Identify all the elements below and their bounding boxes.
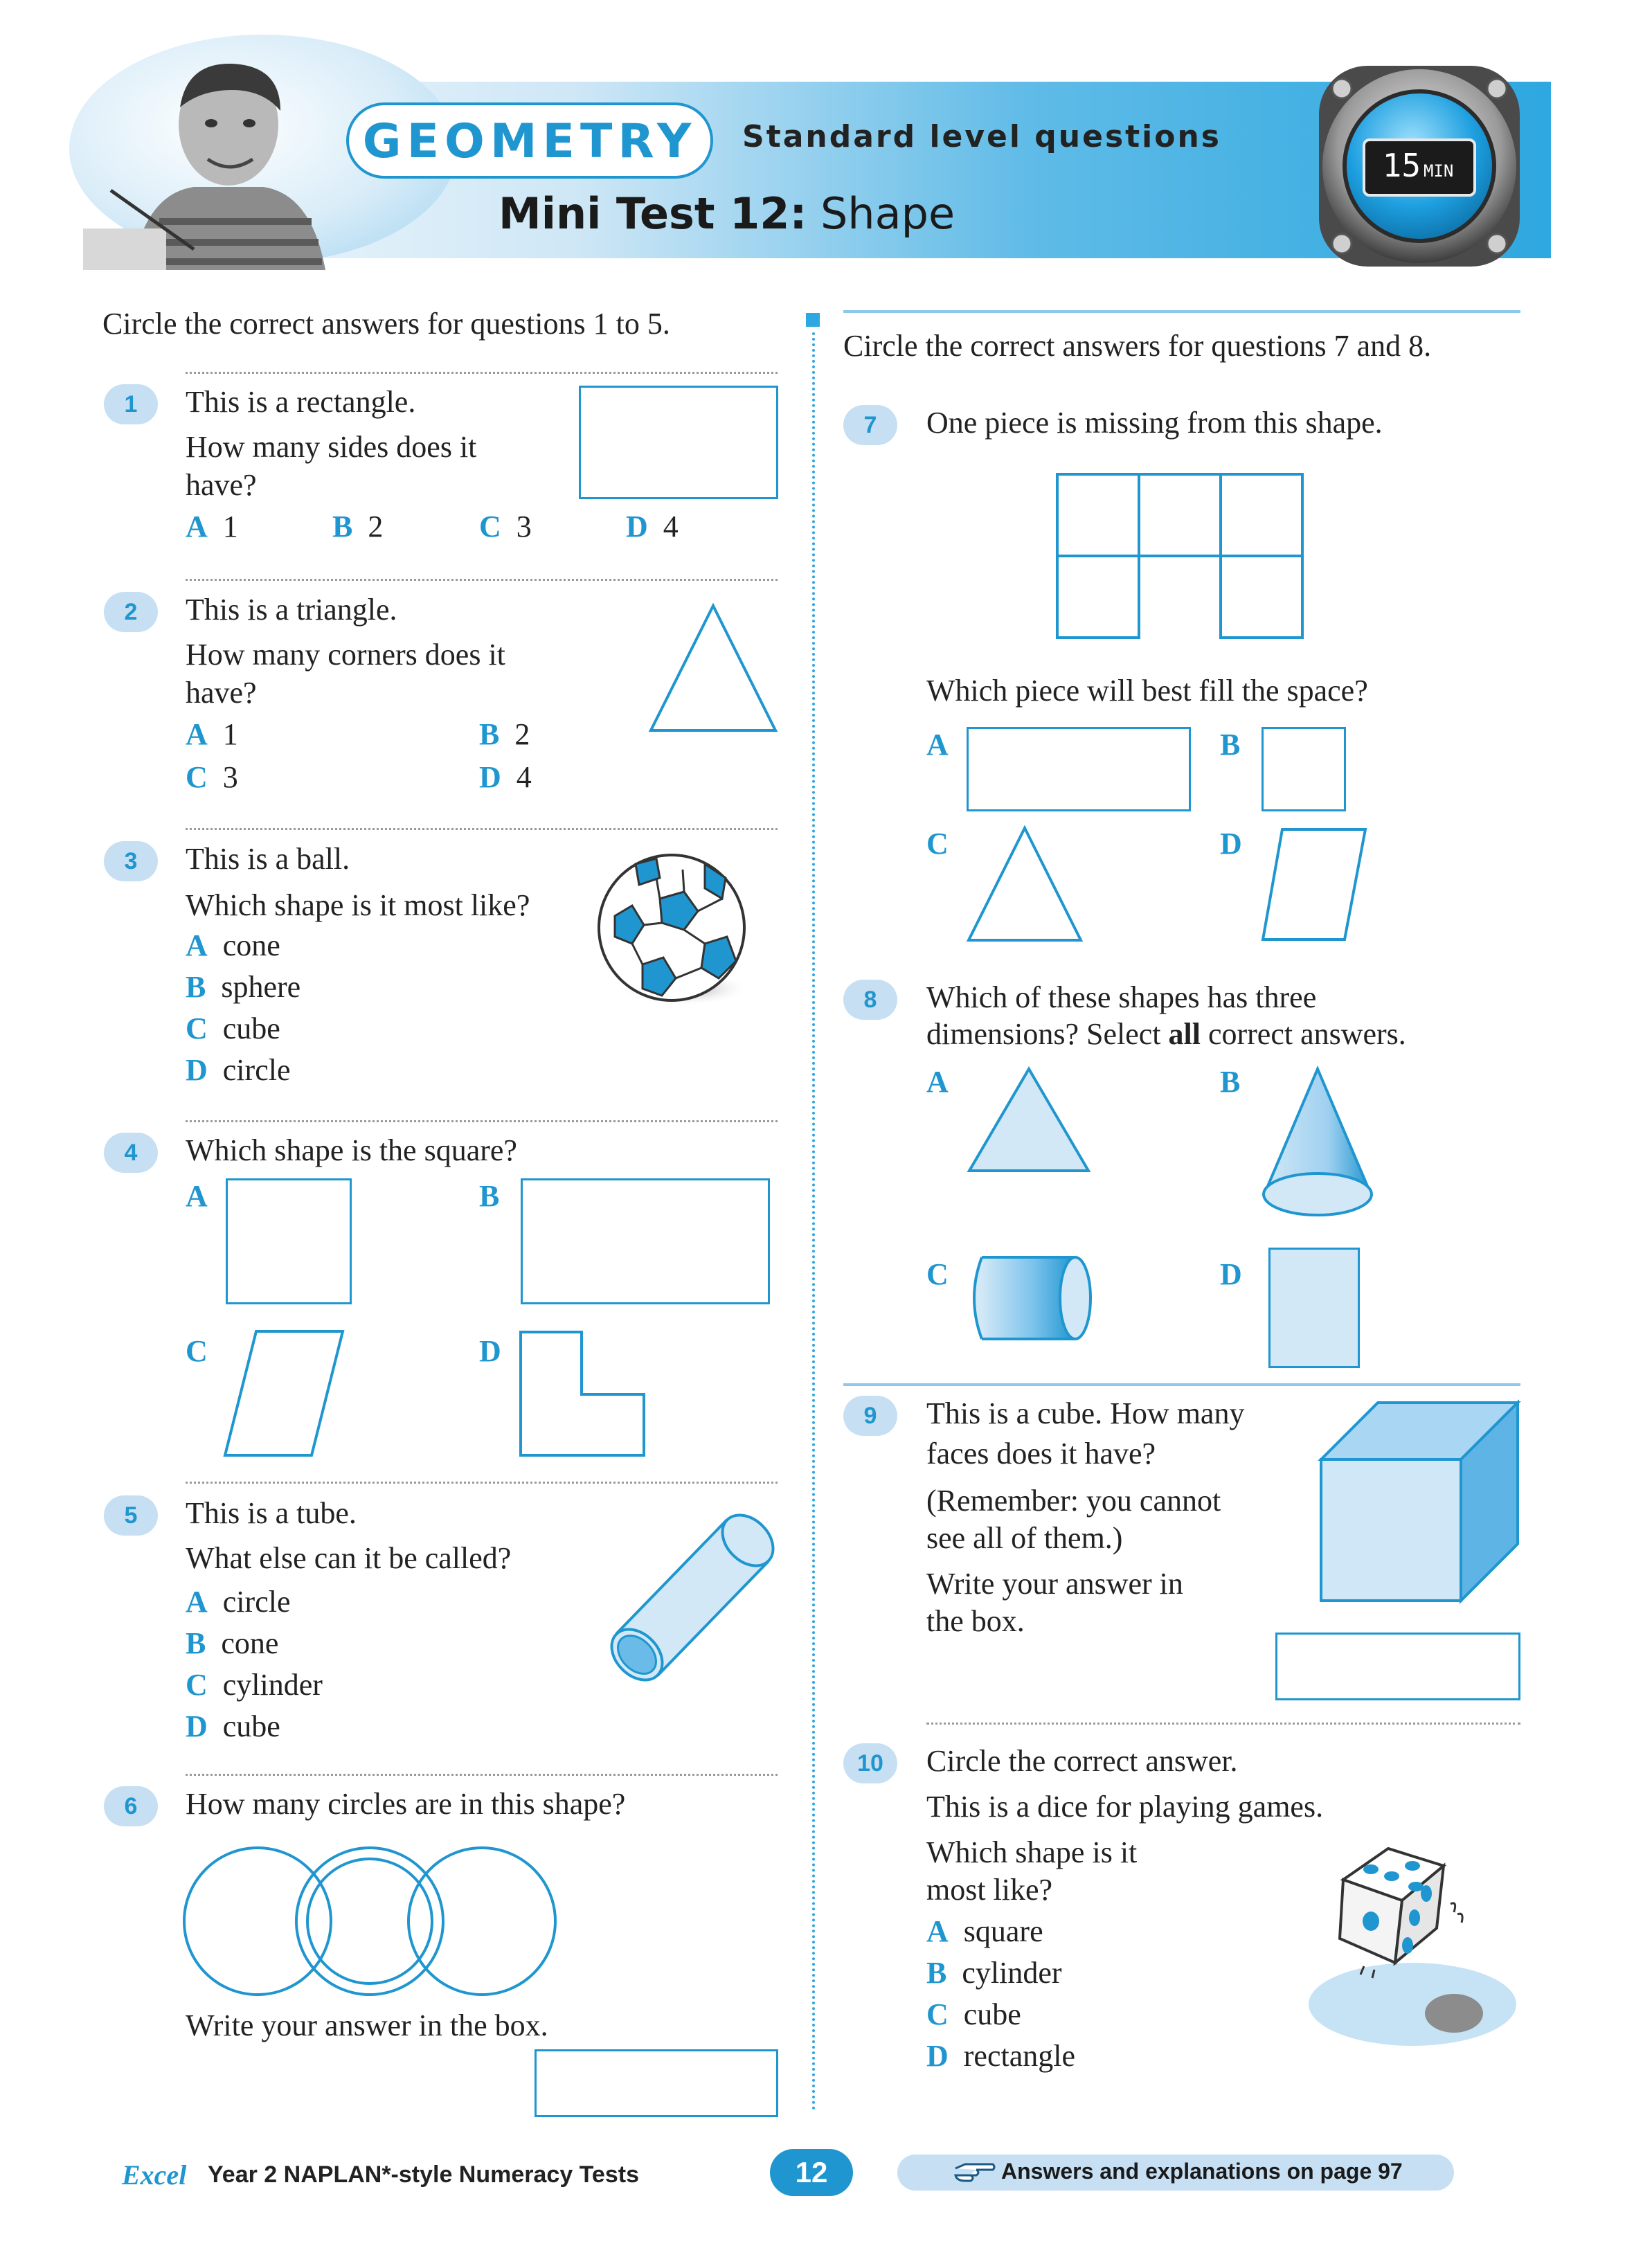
test-number: Mini Test 12: bbox=[499, 188, 807, 239]
rectangle-shape bbox=[579, 386, 778, 499]
page-number: 12 bbox=[770, 2149, 853, 2196]
q10-text-3: Which shape is it bbox=[926, 1835, 1138, 1869]
q5-option-c[interactable]: C cylinder bbox=[186, 1668, 323, 1702]
separator bbox=[186, 1774, 778, 1776]
q3-option-a[interactable]: A cone bbox=[186, 928, 280, 962]
q3-text-2: Which shape is it most like? bbox=[186, 888, 530, 922]
pointing-hand-icon bbox=[953, 2159, 996, 2186]
cube-shape bbox=[1316, 1399, 1523, 1603]
q10-option-c[interactable]: C cube bbox=[926, 1997, 1021, 2031]
flat-rectangle-shape bbox=[1268, 1248, 1360, 1368]
q8-text-2: dimensions? Select all correct answers. bbox=[926, 1017, 1406, 1051]
q8-option-a[interactable]: A bbox=[926, 1065, 949, 1099]
wide-rectangle-shape bbox=[521, 1178, 770, 1304]
q1-text-3: have? bbox=[186, 468, 257, 502]
question-number-4: 4 bbox=[104, 1133, 158, 1173]
q2-text-2: How many corners does it bbox=[186, 638, 505, 672]
q1-option-b[interactable]: B 2 bbox=[332, 510, 384, 543]
timer-unit: MIN bbox=[1424, 161, 1454, 181]
question-number-9: 9 bbox=[843, 1396, 897, 1436]
q1-text-2: How many sides does it bbox=[186, 430, 477, 464]
q4-option-a[interactable]: A bbox=[186, 1179, 208, 1213]
q2-option-a[interactable]: A 1 bbox=[186, 717, 238, 751]
cone-shape bbox=[1259, 1066, 1376, 1219]
question-number-3: 3 bbox=[104, 841, 158, 881]
question-number-8: 8 bbox=[843, 980, 897, 1020]
q6-text-2: Write your answer in the box. bbox=[186, 2008, 548, 2042]
column-divider bbox=[812, 332, 815, 2112]
question-number-7: 7 bbox=[843, 405, 897, 445]
q3-option-c[interactable]: C cube bbox=[186, 1011, 280, 1045]
q5-text-1: This is a tube. bbox=[186, 1496, 357, 1530]
q10-text-1: Circle the correct answer. bbox=[926, 1744, 1238, 1778]
q9-text-3: (Remember: you cannot bbox=[926, 1484, 1221, 1518]
question-number-1: 1 bbox=[104, 384, 158, 424]
q6-answer-box[interactable] bbox=[535, 2049, 778, 2117]
q2-text-1: This is a triangle. bbox=[186, 593, 397, 627]
q7-option-a[interactable]: A bbox=[926, 728, 949, 762]
q3-option-b[interactable]: B sphere bbox=[186, 970, 301, 1004]
q3-option-d[interactable]: D circle bbox=[186, 1053, 291, 1087]
question-number-5: 5 bbox=[104, 1495, 158, 1536]
separator bbox=[186, 1482, 778, 1484]
separator bbox=[186, 1120, 778, 1122]
q4-option-d[interactable]: D bbox=[479, 1334, 501, 1368]
piece-square-shape bbox=[1262, 727, 1346, 811]
q8-option-d[interactable]: D bbox=[1220, 1257, 1242, 1291]
cylinder-shape bbox=[967, 1253, 1095, 1343]
separator bbox=[186, 828, 778, 830]
answers-note[interactable]: Answers and explanations on page 97 bbox=[1001, 2159, 1403, 2184]
footer-brand: Excel bbox=[122, 2159, 187, 2191]
q2-option-b[interactable]: B 2 bbox=[479, 717, 530, 751]
timer-readout bbox=[1370, 147, 1466, 184]
q1-option-a[interactable]: A 1 bbox=[186, 510, 238, 543]
q9-text-2: faces does it have? bbox=[926, 1437, 1156, 1471]
timer-number: 15 bbox=[1382, 147, 1421, 184]
q5-text-2: What else can it be called? bbox=[186, 1541, 512, 1575]
test-topic: Shape bbox=[820, 188, 955, 239]
q8-option-c[interactable]: C bbox=[926, 1257, 949, 1291]
separator bbox=[186, 579, 778, 581]
q1-option-c[interactable]: C 3 bbox=[479, 510, 532, 543]
q9-text-4: see all of them.) bbox=[926, 1521, 1123, 1555]
dice-image bbox=[1305, 1828, 1520, 2049]
left-instructions: Circle the correct answers for questions 1 to 5. bbox=[102, 307, 670, 341]
triangle-shape bbox=[647, 602, 779, 734]
q1-option-d[interactable]: D 4 bbox=[626, 510, 679, 543]
q5-option-d[interactable]: D cube bbox=[186, 1709, 280, 1743]
q10-option-d[interactable]: D rectangle bbox=[926, 2039, 1075, 2073]
piece-rectangle-shape bbox=[967, 727, 1191, 811]
column-marker bbox=[806, 313, 820, 327]
q2-option-c[interactable]: C 3 bbox=[186, 760, 238, 794]
square-shape bbox=[226, 1178, 352, 1304]
q9-text-6: the box. bbox=[926, 1604, 1025, 1638]
q7-option-b[interactable]: B bbox=[1220, 728, 1241, 762]
q2-text-3: have? bbox=[186, 676, 257, 710]
q9-answer-box[interactable] bbox=[1275, 1633, 1520, 1700]
piece-parallelogram-shape bbox=[1262, 827, 1367, 942]
q2-option-d[interactable]: D 4 bbox=[479, 760, 532, 794]
q7-option-c[interactable]: C bbox=[926, 827, 949, 861]
question-number-2: 2 bbox=[104, 592, 158, 632]
test-title bbox=[499, 188, 955, 239]
q8-option-b[interactable]: B bbox=[1220, 1065, 1241, 1099]
level-label: Standard level questions bbox=[742, 119, 1221, 154]
q10-option-a[interactable]: A square bbox=[926, 1914, 1043, 1948]
right-instructions: Circle the correct answers for questions 7 and 8. bbox=[843, 329, 1432, 363]
l-shape bbox=[519, 1331, 645, 1457]
q1-text-1: This is a rectangle. bbox=[186, 385, 416, 419]
piece-triangle-shape bbox=[966, 825, 1084, 943]
q5-option-a[interactable]: A circle bbox=[186, 1585, 291, 1619]
puzzle-grid-shape bbox=[1056, 473, 1307, 640]
question-number-6: 6 bbox=[104, 1786, 158, 1826]
tube-shape bbox=[582, 1502, 782, 1703]
question-number-10: 10 bbox=[843, 1743, 897, 1783]
q4-option-c[interactable]: C bbox=[186, 1334, 208, 1368]
q7-text-1: One piece is missing from this shape. bbox=[926, 406, 1383, 440]
separator bbox=[186, 372, 778, 374]
q4-option-b[interactable]: B bbox=[479, 1179, 500, 1213]
student-photo bbox=[83, 42, 374, 270]
footer-book-title: Year 2 NAPLAN*-style Numeracy Tests bbox=[208, 2161, 639, 2188]
q7-text-2: Which piece will best fill the space? bbox=[926, 674, 1368, 708]
topic-title: GEOMETRY bbox=[362, 114, 697, 169]
separator bbox=[926, 1723, 1520, 1725]
q10-text-2: This is a dice for playing games. bbox=[926, 1790, 1324, 1824]
q7-option-d[interactable]: D bbox=[1220, 827, 1242, 861]
right-mid-rule bbox=[843, 1383, 1520, 1386]
overlapping-circles-shape bbox=[181, 1842, 559, 2001]
right-top-rule bbox=[843, 310, 1520, 313]
parallelogram-shape bbox=[222, 1329, 346, 1457]
q10-text-4: most like? bbox=[926, 1873, 1053, 1907]
q10-option-b[interactable]: B cylinder bbox=[926, 1956, 1062, 1990]
flat-triangle-shape bbox=[967, 1066, 1091, 1174]
q9-text-1: This is a cube. How many bbox=[926, 1396, 1245, 1430]
q8-text-1: Which of these shapes has three bbox=[926, 980, 1317, 1014]
q9-text-5: Write your answer in bbox=[926, 1567, 1183, 1601]
q3-text-1: This is a ball. bbox=[186, 842, 350, 876]
q4-text-1: Which shape is the square? bbox=[186, 1133, 517, 1167]
soccer-ball-image bbox=[594, 850, 753, 1009]
q5-option-b[interactable]: B cone bbox=[186, 1626, 279, 1660]
q6-text-1: How many circles are in this shape? bbox=[186, 1787, 626, 1821]
